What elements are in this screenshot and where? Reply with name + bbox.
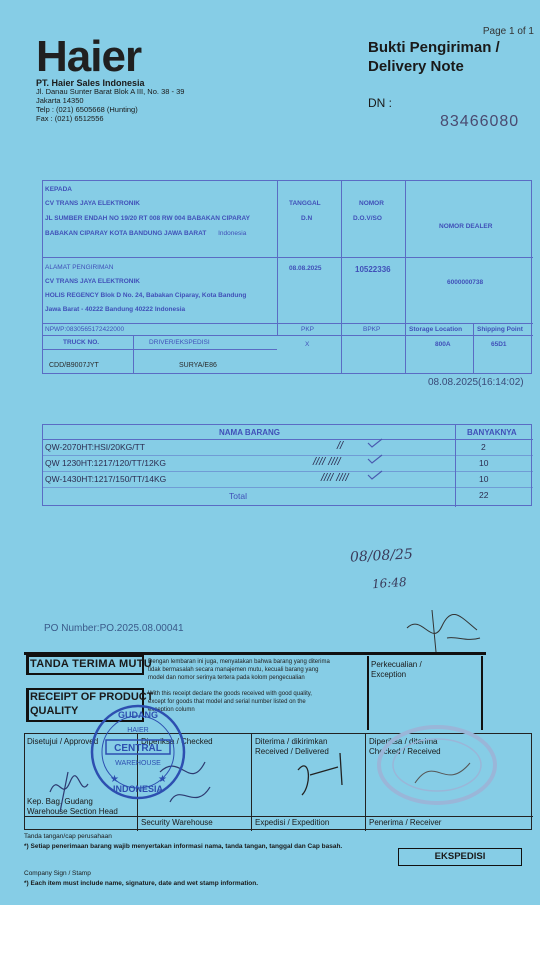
tanda-text-1: Dengan lembaran ini juga, menyatakan bahwa barang yang diterima bbox=[148, 659, 330, 665]
item-tally-1: // bbox=[337, 440, 344, 452]
copy-label-ekspedisi: EKSPEDISI bbox=[398, 848, 522, 866]
checked-received-1: Diperiksa / diterima bbox=[369, 737, 438, 746]
pkp-value: X bbox=[305, 341, 310, 348]
item-tally-3: //// //// bbox=[321, 472, 349, 484]
items-table bbox=[42, 424, 532, 506]
tanda-text-3: model dan nomor serinya tertera pada kolom pengecualian bbox=[148, 675, 305, 681]
bpkp-label: BPKP bbox=[363, 326, 381, 333]
star-icon: ★ bbox=[110, 774, 119, 785]
warehouse-stamp bbox=[88, 702, 188, 802]
customer-name: CV TRANS JAYA ELEKTRONIK bbox=[45, 200, 140, 207]
stamp-top-text: GUDANG bbox=[118, 710, 158, 720]
haier-logo: Haier bbox=[36, 32, 142, 81]
page-label: Page 1 of 1 bbox=[482, 26, 534, 37]
item-tally-2: //// //// bbox=[313, 456, 341, 468]
customer-region: Indonesia bbox=[218, 230, 247, 237]
npwp: NPWP:0830565172422000 bbox=[45, 326, 125, 333]
fax-line: Fax : (021) 6512556 bbox=[36, 114, 104, 123]
print-timestamp: 08.08.2025(16:14:02) bbox=[428, 377, 524, 388]
checked-received-2: Checked / Received bbox=[369, 747, 441, 756]
customer-address-2-text: BABAKAN CIPARAY KOTA BANDUNG JAWA BARAT bbox=[45, 230, 207, 237]
address-line2: Jakarta 14350 bbox=[36, 96, 84, 105]
storage-label: Storage Location bbox=[409, 326, 463, 333]
received-label-1: Diterima / dikirimkan bbox=[255, 737, 328, 746]
driver-label: DRIVER/EKSPEDISI bbox=[149, 339, 210, 346]
exception-label-1: Perkecualian / bbox=[371, 660, 422, 669]
dealer-label: NOMOR DEALER bbox=[439, 223, 493, 230]
dn-date: 08.08.2025 bbox=[289, 265, 322, 272]
receiver-stamp bbox=[375, 723, 500, 808]
dn-number: 83466080 bbox=[440, 113, 520, 130]
sign-id-label: Tanda tangan/cap perusahaan bbox=[24, 833, 112, 840]
receipt-line-1: RECEIPT OF PRODUCT bbox=[30, 691, 154, 703]
item-qty-1: 2 bbox=[481, 442, 486, 452]
customer-address-2 bbox=[45, 230, 246, 237]
exception-label-2: Exception bbox=[371, 670, 407, 679]
storage-value: 800A bbox=[435, 341, 451, 348]
title-line2: Delivery Note bbox=[368, 58, 464, 75]
security-label: Security Warehouse bbox=[141, 818, 213, 827]
dealer-number: 6000000738 bbox=[447, 279, 484, 286]
items-header-qty: BANYAKNYA bbox=[467, 428, 517, 437]
dn-label: DN : bbox=[368, 96, 392, 110]
stamp-mid-text: CENTRAL bbox=[114, 743, 162, 754]
total-label: Total bbox=[229, 491, 247, 501]
nomor-sub: D.O.V/SO bbox=[353, 215, 382, 222]
item-name-3: QW-1430HT:1217/150/TT/14KG bbox=[45, 474, 167, 484]
pkp-label: PKP bbox=[301, 326, 315, 333]
item-qty-3: 10 bbox=[479, 474, 489, 484]
company-address bbox=[36, 87, 184, 123]
exception-label bbox=[371, 660, 422, 680]
received-label-2: Received / Delivered bbox=[255, 747, 329, 756]
item-name-2: QW 1230HT:1217/120/TT/12KG bbox=[45, 458, 166, 468]
handwritten-time: 16:48 bbox=[371, 574, 408, 592]
nomor-label: NOMOR bbox=[359, 200, 384, 207]
ship-address-2: Jawa Barat - 40222 Bandung 40222 Indonesia bbox=[45, 306, 186, 313]
title-line1: Bukti Pengiriman / bbox=[368, 39, 500, 56]
po-number: PO Number:PO.2025.08.00041 bbox=[44, 623, 184, 634]
kepada-label: KEPADA bbox=[45, 186, 72, 193]
company-name: PT. Haier Sales Indonesia bbox=[36, 78, 145, 88]
expedition-signature bbox=[290, 745, 370, 805]
order-number: 10522336 bbox=[355, 265, 391, 274]
tanggal-label: TANGGAL bbox=[289, 200, 321, 207]
expedition-label: Expedisi / Expedition bbox=[255, 818, 330, 827]
sign-en-label: Company Sign / Stamp bbox=[24, 870, 91, 877]
receipt-line-2: QUALITY bbox=[30, 705, 79, 717]
section-head-2: Warehouse Section Head bbox=[27, 807, 118, 816]
receipt-text-3: exception column bbox=[148, 707, 195, 713]
item-qty-2: 10 bbox=[479, 458, 489, 468]
handwritten-date: 08/08/25 bbox=[349, 546, 414, 566]
stamp-inner-text: WAREHOUSE bbox=[115, 760, 161, 767]
receipt-text-2: except for goods that model and serial number listed on the bbox=[148, 699, 306, 705]
tanggal-sub: D.N bbox=[301, 215, 313, 222]
truck-number: CDD/B9007JYT bbox=[49, 362, 99, 369]
phone-line: Telp : (021) 6505668 (Hunting) bbox=[36, 105, 138, 114]
approved-label: Disetujui / Approved bbox=[27, 737, 99, 746]
total-qty: 22 bbox=[479, 490, 489, 500]
sign-en-note: *) Each item must include name, signature, date and wet stamp information. bbox=[24, 880, 259, 887]
tanda-text-2: tidak bermasalah secara manajemen mutu, kecuali barang yang bbox=[148, 667, 319, 673]
shipment-table bbox=[42, 180, 532, 374]
items-header-name: NAMA BARANG bbox=[219, 428, 281, 437]
star-icon: ★ bbox=[158, 774, 167, 785]
receiver-label: Penerima / Receiver bbox=[369, 818, 442, 827]
signature-squiggle bbox=[402, 608, 482, 654]
driver-name: SURYA/E86 bbox=[179, 362, 217, 369]
ship-address-1: HOLIS REGENCY Blok D No. 24, Babakan Ciparay, Kota Bandung bbox=[45, 292, 247, 299]
item-name-1: QW-2070HT:HSI/20KG/TT bbox=[45, 442, 145, 452]
stamp-brand-text: HAIER bbox=[127, 727, 149, 734]
truck-label: TRUCK NO. bbox=[63, 339, 100, 346]
sign-id-note: *) Setiap penerimaan barang wajib menyertakan informasi nama, tanda tangan, tanggal dan Cap basah. bbox=[24, 843, 343, 850]
shipping-label: Shipping Point bbox=[477, 326, 523, 333]
receipt-text-1: With this receipt declare the goods received with good quality, bbox=[148, 691, 312, 697]
checked-label: Diperiksa / Checked bbox=[141, 737, 213, 746]
document-title bbox=[368, 38, 500, 76]
checkmarks bbox=[360, 438, 390, 492]
shipping-value: 65D1 bbox=[491, 341, 507, 348]
tanda-terima-title: TANDA TERIMA MUTU bbox=[30, 658, 153, 670]
stamp-bottom-text: INDONESIA bbox=[112, 784, 164, 794]
customer-address-1: JL SUMBER ENDAH NO 19/20 RT 008 RW 004 BABAKAN CIPARAY bbox=[45, 215, 250, 222]
ship-name: CV TRANS JAYA ELEKTRONIK bbox=[45, 278, 140, 285]
address-line1: Jl. Danau Sunter Barat Blok A III, No. 38 - 39 bbox=[36, 87, 185, 96]
alamat-label: ALAMAT PENGIRIMAN bbox=[45, 264, 114, 271]
section-head-1: Kep. Bag. Gudang bbox=[27, 797, 93, 806]
tanda-terima-text bbox=[148, 658, 330, 682]
